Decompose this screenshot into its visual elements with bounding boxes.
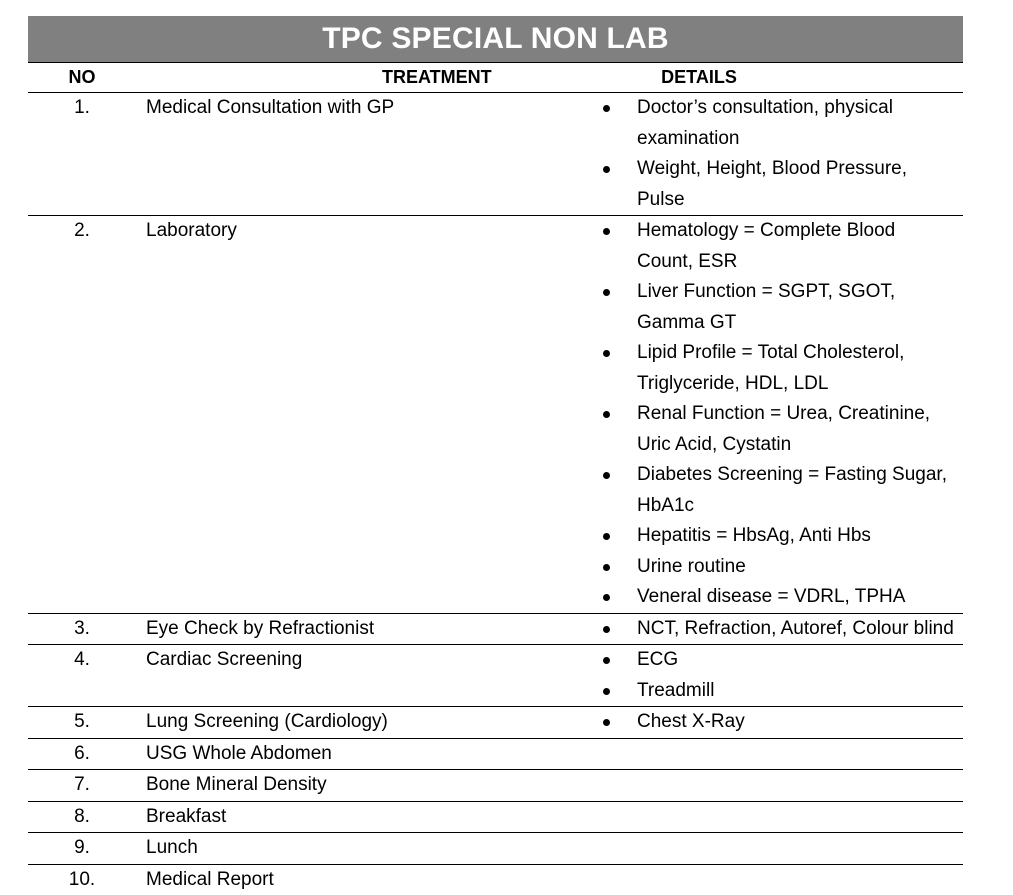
row-treatment: USG Whole Abdomen (136, 739, 560, 770)
details-list (560, 216, 963, 613)
row-details (560, 707, 963, 738)
table-body (28, 93, 963, 895)
detail-item: Renal Function = Urea, Creatinine, Uric Acid, Cystatin (560, 399, 963, 460)
row-number: 7. (28, 770, 136, 801)
detail-item: Hematology = Complete Blood Count, ESR (560, 216, 963, 277)
row-treatment: Eye Check by Refractionist (136, 614, 560, 645)
row-number: 9. (28, 833, 136, 864)
row-number: 3. (28, 614, 136, 645)
detail-item: NCT, Refraction, Autoref, Colour blind (560, 614, 963, 645)
row-details (560, 833, 963, 864)
detail-item: Lipid Profile = Total Cholesterol, Triglyceride, HDL, LDL (560, 338, 963, 399)
row-details (560, 216, 963, 613)
detail-item: Hepatitis = HbsAg, Anti Hbs (560, 521, 963, 552)
row-number: 6. (28, 739, 136, 770)
table-row (28, 833, 963, 865)
detail-item: ECG (560, 645, 963, 676)
row-details (560, 645, 963, 706)
table-row (28, 865, 963, 895)
detail-item: Weight, Height, Blood Pressure, Pulse (560, 154, 963, 215)
row-number: 5. (28, 707, 136, 738)
details-list (560, 93, 963, 215)
row-details (560, 93, 963, 215)
row-number: 4. (28, 645, 136, 706)
header-details: DETAILS (560, 67, 963, 88)
row-treatment: Laboratory (136, 216, 560, 613)
package-table (28, 16, 963, 895)
table-row (28, 93, 963, 216)
row-details (560, 739, 963, 770)
header-row (28, 63, 963, 93)
detail-item: Treadmill (560, 676, 963, 707)
details-list (560, 645, 963, 706)
row-details (560, 865, 963, 895)
details-list (560, 614, 963, 645)
header-treatment: TREATMENT (136, 67, 560, 88)
row-number: 8. (28, 802, 136, 833)
detail-item: Urine routine (560, 552, 963, 583)
detail-item: Veneral disease = VDRL, TPHA (560, 582, 963, 613)
row-treatment: Lunch (136, 833, 560, 864)
row-treatment: Medical Report (136, 865, 560, 895)
detail-item: Chest X-Ray (560, 707, 963, 738)
table-row (28, 216, 963, 614)
table-title: TPC SPECIAL NON LAB (28, 16, 963, 63)
row-number: 1. (28, 93, 136, 215)
details-list (560, 707, 963, 738)
row-number: 2. (28, 216, 136, 613)
detail-item: Liver Function = SGPT, SGOT, Gamma GT (560, 277, 963, 338)
table-row (28, 614, 963, 646)
row-details (560, 802, 963, 833)
row-treatment: Breakfast (136, 802, 560, 833)
row-treatment: Cardiac Screening (136, 645, 560, 706)
table-row (28, 802, 963, 834)
row-treatment: Bone Mineral Density (136, 770, 560, 801)
row-treatment: Lung Screening (Cardiology) (136, 707, 560, 738)
table-row (28, 770, 963, 802)
detail-item: Doctor’s consultation, physical examination (560, 93, 963, 154)
table-row (28, 739, 963, 771)
row-details (560, 770, 963, 801)
table-row (28, 645, 963, 707)
table-row (28, 707, 963, 739)
row-details (560, 614, 963, 645)
detail-item: Diabetes Screening = Fasting Sugar, HbA1c (560, 460, 963, 521)
header-no: NO (28, 67, 136, 88)
row-treatment: Medical Consultation with GP (136, 93, 560, 215)
row-number: 10. (28, 865, 136, 895)
